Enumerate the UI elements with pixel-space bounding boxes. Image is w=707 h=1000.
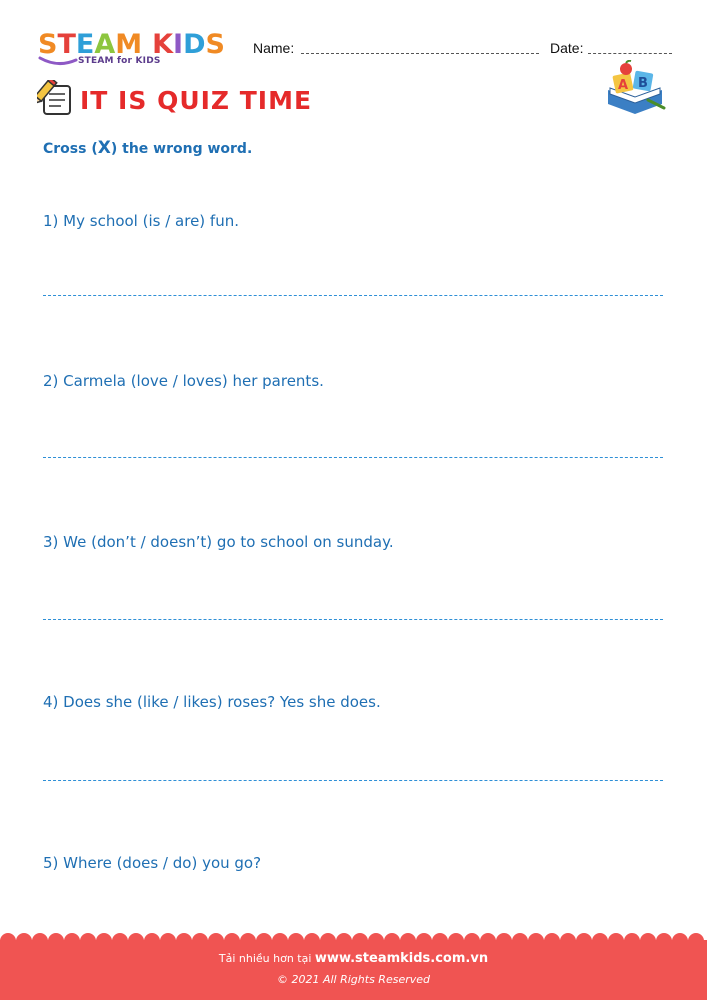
date-label: Date: bbox=[550, 40, 584, 56]
quiz-pencil-icon bbox=[37, 80, 73, 118]
answer-line-4[interactable] bbox=[43, 780, 663, 781]
date-field[interactable] bbox=[588, 53, 672, 54]
logo-letter: D bbox=[183, 29, 206, 60]
logo-letter: T bbox=[57, 29, 76, 60]
steam-kids-logo bbox=[38, 30, 238, 72]
instruction-prefix: Cross ( bbox=[43, 141, 98, 157]
logo-letter: K bbox=[152, 29, 174, 60]
footer bbox=[0, 940, 707, 1000]
logo-letter: I bbox=[173, 29, 184, 60]
question-2: 2) Carmela (love / loves) her parents. bbox=[43, 372, 324, 390]
logo-letter: S bbox=[205, 29, 225, 60]
instruction-text bbox=[43, 138, 252, 158]
answer-line-3[interactable] bbox=[43, 619, 663, 620]
answer-line-2[interactable] bbox=[43, 457, 663, 458]
name-label: Name: bbox=[253, 40, 295, 56]
footer-copyright: © 2021 All Rights Reserved bbox=[276, 973, 430, 986]
instruction-suffix: ) the wrong word. bbox=[110, 141, 253, 157]
logo-letter: A bbox=[94, 29, 116, 60]
logo-letter: E bbox=[75, 29, 95, 60]
abc-book-icon bbox=[604, 60, 666, 116]
question-1: 1) My school (is / are) fun. bbox=[43, 212, 239, 230]
logo-swoosh-icon bbox=[38, 54, 78, 68]
svg-text:B: B bbox=[638, 76, 648, 91]
logo-tagline: STEAM for KIDS bbox=[78, 56, 161, 66]
question-4: 4) Does she (like / likes) roses? Yes she does. bbox=[43, 693, 381, 711]
footer-download-text bbox=[0, 951, 707, 966]
footer-prefix: Tải nhiều hơn tại bbox=[218, 952, 315, 965]
svg-text:A: A bbox=[618, 78, 629, 93]
question-3: 3) We (don’t / doesn’t) go to school on sunday. bbox=[43, 533, 394, 551]
name-field[interactable] bbox=[301, 53, 539, 54]
logo-letter: M bbox=[115, 29, 143, 60]
question-5: 5) Where (does / do) you go? bbox=[43, 854, 262, 872]
footer-site-link[interactable]: www.steamkids.com.vn bbox=[314, 951, 489, 966]
logo-letter: S bbox=[38, 29, 58, 60]
answer-line-1[interactable] bbox=[43, 295, 663, 296]
instruction-mark: X bbox=[97, 138, 111, 158]
page-title: IT IS QUIZ TIME bbox=[80, 86, 313, 115]
